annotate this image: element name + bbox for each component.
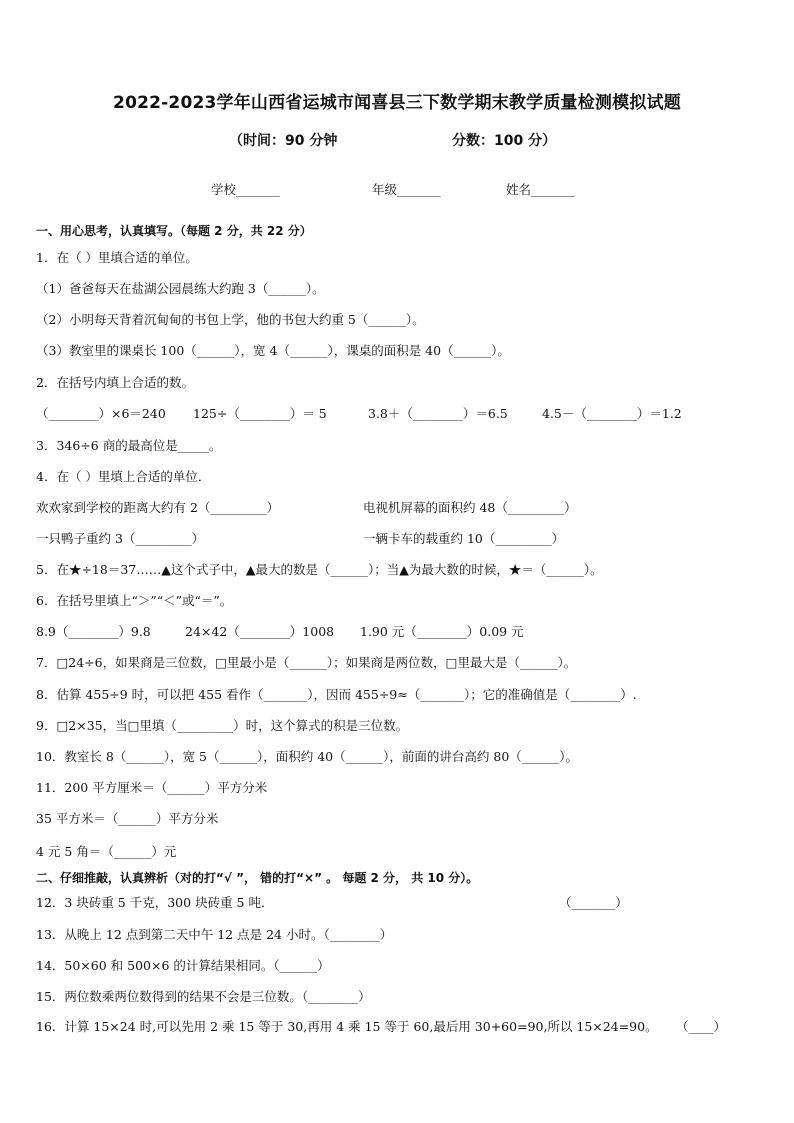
question-2-d: 4.5－（________）＝1.2	[542, 406, 682, 421]
question-4-d: 一辆卡车的载重约 10（_________）	[363, 531, 565, 546]
question-10: 10．教室长 8（______），宽 5（______），面积约 40（______），前面的讲台高约 80（______）。	[36, 749, 579, 764]
question-12-answer: （_______）	[559, 895, 628, 910]
question-4-b: 电视机屏幕的面积约 48（_________）	[363, 500, 577, 515]
question-4-c: 一只鸭子重约 3（_________）	[36, 531, 205, 546]
question-11: 11．200 平方厘米＝（______）平方分米	[36, 780, 268, 795]
question-11-c: 4 元 5 角＝（______）元	[36, 844, 177, 859]
exam-title: 2022-2023学年山西省运城市闻喜县三下数学期末教学质量检测模拟试题	[113, 93, 681, 113]
question-4: 4．在（ ）里填上合适的单位．	[36, 469, 211, 484]
question-13: 13．从晚上 12 点到第二天中午 12 点是 24 小时。（________）	[36, 927, 393, 942]
question-1-2: （2）小明每天背着沉甸甸的书包上学，他的书包大约重 5（______）。	[36, 312, 425, 327]
question-2-b: 125÷（________）＝ 5	[193, 406, 327, 421]
exam-time: （时间：90 分钟	[229, 133, 338, 149]
question-6-a: 8.9（________）9.8	[36, 624, 151, 639]
question-11-b: 35 平方米＝（______）平方分米	[36, 811, 219, 826]
question-6-b: 24×42（________）1008	[185, 624, 335, 639]
question-2: 2．在括号内填上合适的数。	[36, 375, 194, 390]
question-2-a: （________）×6＝240	[36, 406, 166, 421]
exam-score: 分数：100 分）	[452, 133, 557, 149]
question-8: 8．估算 455÷9 时，可以把 455 看作（_______），因而 455÷9≈（_______）；它的准确值是（________）.	[36, 687, 637, 702]
name-field: 姓名_______	[506, 182, 575, 197]
question-4-a: 欢欢家到学校的距离大约有 2（_________）	[36, 500, 280, 515]
question-14: 14．50×60 和 500×6 的计算结果相同。（______）	[36, 958, 330, 973]
question-1: 1．在（ ）里填合适的单位。	[36, 250, 198, 265]
section-2-heading: 二、仔细推敲，认真辨析（对的打“√ ”， 错的打“×” 。 每题 2 分， 共 10 分）。	[36, 871, 479, 885]
question-6-c: 1.90 元（________）0.09 元	[360, 624, 524, 639]
question-5: 5．在★÷18＝37……▲这个式子中，▲最大的数是（______）；当▲为最大数的时候，★＝（______）。	[36, 562, 603, 577]
question-9: 9．□2×35，当□里填（_________）时，这个算式的积是三位数。	[36, 718, 409, 733]
question-7: 7．□24÷6，如果商是三位数，□里最小是（______）；如果商是两位数，□里最大是（______）。	[36, 655, 577, 670]
question-3: 3．346÷6 商的最高位是_____。	[36, 438, 222, 453]
question-6: 6．在括号里填上“＞”“＜”或“＝”。	[36, 593, 233, 608]
question-16-answer: （____）	[676, 1019, 727, 1034]
question-2-c: 3.8＋（________）＝6.5	[368, 406, 508, 421]
question-1-1: （1）爸爸每天在盐湖公园晨练大约跑 3（______）。	[36, 281, 325, 296]
school-field: 学校_______	[211, 182, 280, 197]
section-1-heading: 一、用心思考，认真填写。（每题 2 分，共 22 分）	[36, 224, 312, 238]
question-12: 12．3 块砖重 5 千克，300 块砖重 5 吨．	[36, 895, 274, 910]
question-16: 16．计算 15×24 时,可以先用 2 乘 15 等于 30,再用 4 乘 15 等于 60,最后用 30+60=90,所以 15×24=90。	[36, 1019, 658, 1034]
question-1-3: （3）教室里的课桌长 100（______），宽 4（______），课桌的面积是 40（______）。	[36, 343, 510, 358]
grade-field: 年级_______	[372, 182, 441, 197]
question-15: 15．两位数乘两位数得到的结果不会是三位数。（________）	[36, 989, 371, 1004]
